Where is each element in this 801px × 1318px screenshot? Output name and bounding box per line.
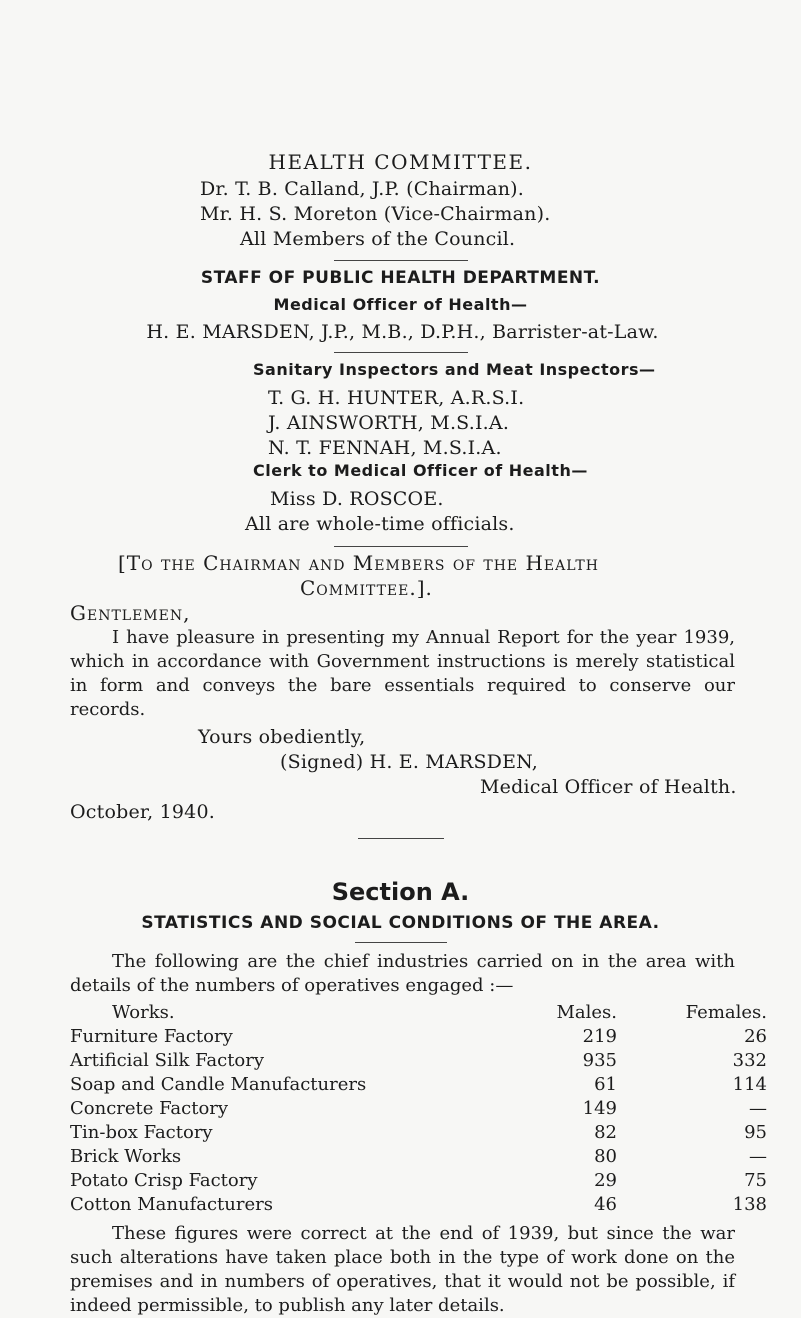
divider [358,838,444,839]
males-count: 80 [594,1145,617,1167]
females-count: — [749,1097,767,1119]
males-count: 82 [594,1121,617,1143]
works-name: Tin-box Factory [70,1121,213,1143]
females-count: 138 [732,1193,767,1215]
works-name: Cotton Manufacturers [70,1193,273,1215]
females-count: 114 [732,1073,767,1095]
letter-body: I have pleasure in presenting my Annual Report for the year 1939, which in accordance with Government instructions is merely statistical in form and conveys the bare essentials required to conserve our records. [70,627,735,720]
table-row [70,1024,767,1048]
works-name: Concrete Factory [70,1097,229,1119]
moh-label: Medical Officer of Health— [273,295,528,314]
section-subtitle: STATISTICS AND SOCIAL CONDITIONS OF THE AREA. [141,913,660,933]
males-count: 29 [594,1169,617,1191]
letter-signed: (Signed) H. E. MARSDEN, [280,751,539,773]
divider [334,260,468,261]
works-name: Artificial Silk Factory [70,1049,265,1071]
males-count: 935 [582,1049,617,1071]
clerk-label: Clerk to Medical Officer of Health— [253,461,588,480]
industries-table [70,1000,767,1216]
females-count: 332 [732,1049,767,1071]
inspector-2: J. AINSWORTH, M.S.I.A. [268,412,510,434]
committee-title: HEALTH COMMITTEE. [268,150,533,174]
males-count: 219 [582,1025,617,1047]
letter-closing: Yours obediently, [198,726,366,748]
header-males: Males. [556,1001,617,1023]
inspector-3: N. T. FENNAH, M.S.I.A. [268,437,502,459]
males-count: 149 [582,1097,617,1119]
females-count: — [749,1145,767,1167]
table-row [70,1120,767,1144]
letter-date: October, 1940. [70,801,215,823]
works-name: Furniture Factory [70,1025,233,1047]
committee-members: All Members of the Council. [240,228,516,250]
inspector-1: T. G. H. HUNTER, A.R.S.I. [268,387,525,409]
address-line-1: [To the Chairman and Members of the Health [118,551,599,575]
section-closing: These figures were correct at the end of 1939, but since the war such alterations have taken place both in the type of work done on the premises and in numbers of operatives, that it would not be possible, if indeed permissible, to publish any later details. [70,1223,735,1316]
females-count: 95 [744,1121,767,1143]
salutation: Gentlemen, [70,601,191,625]
males-count: 61 [594,1073,617,1095]
section-intro: The following are the chief industries carried on in the area with details of the numbers of operatives engaged :— [70,951,735,996]
females-count: 26 [744,1025,767,1047]
table-row [70,1096,767,1120]
divider [334,546,468,547]
table-row [70,1048,767,1072]
address-line-2: Committee.]. [300,576,433,600]
table-header-row [70,1000,767,1024]
letter-position: Medical Officer of Health. [480,776,737,798]
committee-chairman: Dr. T. B. Calland, J.P. (Chairman). [200,178,525,200]
females-count: 75 [744,1169,767,1191]
committee-vice-chairman: Mr. H. S. Moreton (Vice-Chairman). [200,203,551,225]
header-works: Works. [112,1001,175,1023]
divider [355,942,447,943]
works-name: Brick Works [70,1145,182,1167]
works-name: Potato Crisp Factory [70,1169,258,1191]
table-row [70,1192,767,1216]
works-name: Soap and Candle Manufacturers [70,1073,367,1095]
divider [334,352,468,353]
table-row [70,1144,767,1168]
table-row [70,1072,767,1096]
clerk-name: Miss D. ROSCOE. [270,488,444,510]
males-count: 46 [594,1193,617,1215]
section-title: Section A. [331,878,470,906]
table-row [70,1168,767,1192]
moh-name: H. E. MARSDEN, J.P., M.B., D.P.H., Barrister-at-Law. [146,321,659,343]
whole-time-note: All are whole-time officials. [245,513,515,535]
staff-heading: STAFF OF PUBLIC HEALTH DEPARTMENT. [200,268,601,288]
header-females: Females. [685,1001,767,1023]
inspectors-label: Sanitary Inspectors and Meat Inspectors— [253,360,656,379]
